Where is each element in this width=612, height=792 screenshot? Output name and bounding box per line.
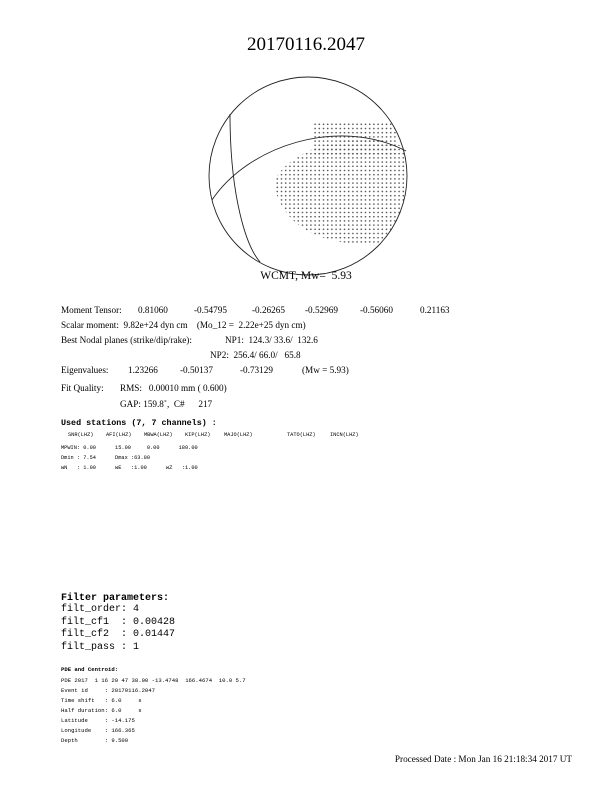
moment-tensor-value: -0.56060	[360, 305, 393, 315]
eigenvalue: -0.50137	[180, 365, 213, 375]
compressional-quadrant-upper	[313, 123, 398, 157]
fit-quality-label: Fit Quality:	[61, 383, 104, 393]
eigenvalue: 1.23266	[128, 365, 158, 375]
nodal-planes-label: Best Nodal planes (strike/dip/rake):	[61, 335, 192, 345]
station-item: MBWA(LHZ)	[144, 432, 173, 438]
mechanism-label: WCMT, Mw= 5.93	[260, 270, 352, 282]
scalar-moment: Scalar moment: 9.82e+24 dyn cm (Mo_12 = 2.22e+25 dyn cm)	[61, 320, 306, 330]
page-title: 20170116.2047	[246, 34, 366, 55]
moment-tensor-value: 0.81060	[138, 305, 168, 315]
eigenvalue: -0.73129	[240, 365, 273, 375]
moment-tensor-value: 0.21163	[420, 305, 450, 315]
nodal-plane-np2	[230, 114, 260, 262]
focal-mechanism-beachball	[208, 76, 408, 276]
nodal-plane-2: NP2: 256.4/ 66.0/ 65.8	[210, 350, 301, 360]
moment-tensor-value: -0.54795	[194, 305, 227, 315]
used-stations-heading: Used stations (7, 7 channels) :	[61, 418, 217, 428]
pde-line: Event id : 20170116.2047	[61, 687, 155, 694]
filter-param-line: filt_pass : 1	[61, 642, 140, 653]
moment-tensor-value: -0.26265	[252, 305, 285, 315]
station-item: MAJO(LHZ)	[224, 432, 253, 438]
pde-line: Longitude : 166.365	[61, 727, 135, 734]
filter-parameters-heading: Filter parameters:	[61, 593, 170, 604]
eigenvalues-label: Eigenvalues:	[61, 365, 109, 375]
fit-quality-gap: GAP: 159.8˚, C# 217	[120, 399, 213, 409]
station-item: TATO(LHZ)	[287, 432, 316, 438]
moment-tensor-label: Moment Tensor:	[61, 305, 122, 315]
station-param-line: wN : 1.00 wE :1.00 wZ :1.00	[61, 465, 198, 471]
nodal-plane-1: NP1: 124.3/ 33.6/ 132.6	[225, 335, 318, 345]
pde-line: Depth : 9.500	[61, 737, 129, 744]
station-item: KIP(LHZ)	[185, 432, 211, 438]
moment-tensor-value: -0.52969	[305, 305, 338, 315]
processed-date: Processed Date : Mon Jan 16 21:18:34 2017 UT	[394, 754, 572, 764]
pde-heading: PDE and Centroid:	[61, 666, 119, 673]
eigenvalue-mw: (Mw = 5.93)	[302, 365, 349, 375]
station-item: AFI(LHZ)	[106, 432, 132, 438]
filter-param-line: filt_cf2 : 0.01447	[61, 629, 176, 640]
filter-param-line: filt_cf1 : 0.00428	[61, 617, 176, 628]
pde-line: PDE 2017 1 16 20 47 38.00 -13.4748 166.4674 10.0 5.7	[61, 677, 246, 684]
station-item: SNR(LHZ)	[68, 432, 94, 438]
station-item: INCN(LHZ)	[330, 432, 359, 438]
filter-param-line: filt_order: 4	[61, 604, 140, 615]
station-param-line: Dmin : 7.54 Dmax :63.00	[61, 455, 151, 461]
pde-line: Latitude : -14.175	[61, 717, 135, 724]
fit-quality-rms: RMS: 0.00010 mm ( 0.600)	[120, 383, 227, 393]
station-param-line: MPWIN: 0.00 15.00 0.00 180.00	[61, 445, 198, 451]
pde-line: Time shift : 6.0 s	[61, 697, 142, 704]
pde-line: Half duration: 6.0 s	[61, 707, 142, 714]
